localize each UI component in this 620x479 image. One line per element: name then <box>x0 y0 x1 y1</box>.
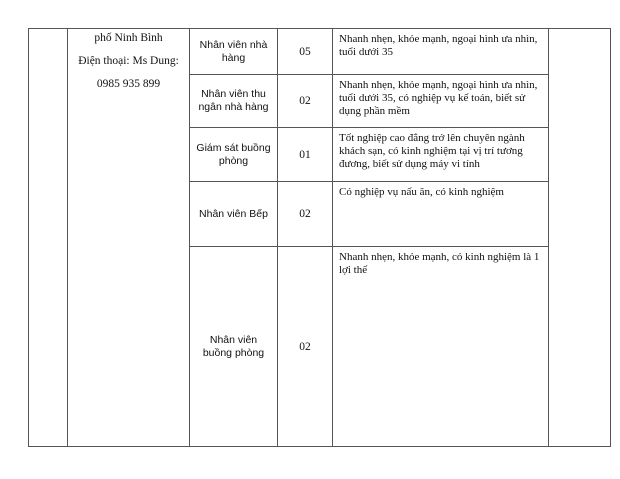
position-cell: Nhân viên thu ngân nhà hàng <box>190 75 278 128</box>
requirements-cell: Nhanh nhẹn, khỏe mạnh, có kinh nghiệm là 1 lợi thế <box>333 247 549 447</box>
notes-cell <box>549 29 611 447</box>
requirements-cell: Nhanh nhẹn, khỏe mạnh, ngoại hình ưa nhìn, tuổi dưới 35 <box>333 29 549 75</box>
contact-cell <box>68 29 190 447</box>
position-cell: Nhân viên buồng phòng <box>190 247 278 447</box>
contact-phone-label: Điện thoại: Ms Dung: <box>78 55 179 67</box>
position-cell: Nhân viên nhà hàng <box>190 29 278 75</box>
contact-address: phố Ninh Bình <box>94 32 163 44</box>
table-row <box>29 29 611 75</box>
contact-phone-number: 0985 935 899 <box>96 78 161 90</box>
requirements-cell: Tốt nghiệp cao đẳng trở lên chuyên ngành khách sạn, có kinh nghiệm tại vị trí tương đương, biết sử dụng máy vi tính <box>333 128 549 182</box>
requirements-cell: Có nghiệp vụ nấu ăn, có kinh nghiệm <box>333 182 549 247</box>
quantity-cell: 02 <box>278 182 333 247</box>
position-cell: Giám sát buồng phòng <box>190 128 278 182</box>
job-listing-table <box>28 28 611 447</box>
quantity-cell: 05 <box>278 29 333 75</box>
quantity-cell: 02 <box>278 75 333 128</box>
quantity-cell: 02 <box>278 247 333 447</box>
position-cell: Nhân viên Bếp <box>190 182 278 247</box>
quantity-cell: 01 <box>278 128 333 182</box>
index-cell <box>29 29 68 447</box>
requirements-cell: Nhanh nhẹn, khỏe mạnh, ngoại hình ưa nhìn, tuổi dưới 35, có nghiệp vụ kế toán, biết sử dụng phần mềm <box>333 75 549 128</box>
